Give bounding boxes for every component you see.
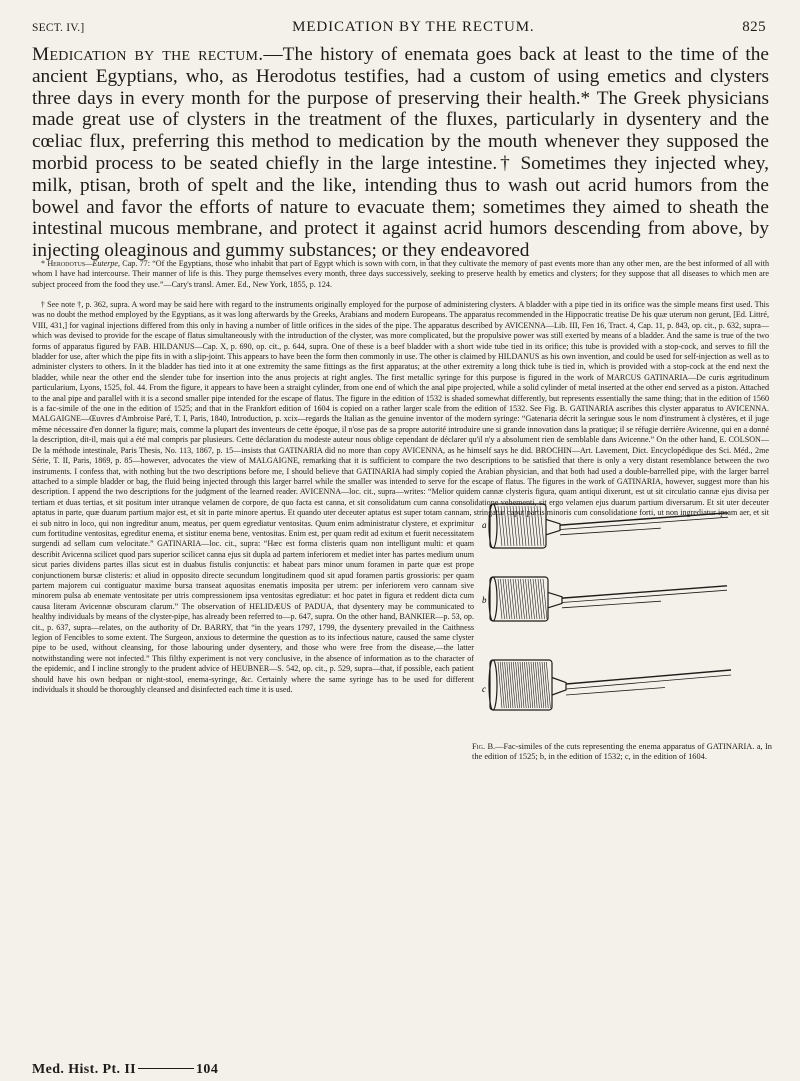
footnote-text: , Cap. 77: “Of the Egyptians, those who inhabit that part of Egypt which is sown with corn, in that they cultivate the memory of past events more than any other men, are the best informed of all with whom I have had intercourse. Their manner of life is this. They purge themselves every month, three days successively, seeking to preserve health by emetics and clysters; for they suppose that all diseases to which men are subject proceed from the food they use.”—Cary's transl. Amer. Ed., New York, 1855, p. 124. [32, 259, 769, 289]
footnote-herodotus: * Herodotus—Euterpe, Cap. 77: “Of the Egyptians, those who inhabit that part of Egypt which is sown with corn, in that they cultivate the memory of past events more than any other men, are the best informed of all with whom I have had intercourse. Their manner of life is this. They purge themselves every month, three days successively, seeking to preserve health by emetics and clysters; for they suppose that all diseases to which men are subject proceed from the food they use.”—Cary's transl. Amer. Ed., New York, 1855, p. 124. [32, 259, 769, 289]
syringe-stroke-48 [498, 662, 502, 708]
figure-caption-label: Fig. B. [472, 742, 496, 751]
page-number: 825 [742, 19, 766, 35]
syringe-stroke-55 [513, 662, 517, 708]
figure-b-enema-apparatus [472, 482, 772, 782]
syringe-stroke-17 [546, 519, 560, 534]
syringe-stroke-74 [566, 688, 665, 696]
syringe-stroke-67 [540, 662, 544, 708]
syringe-stroke-60 [524, 662, 528, 708]
figure-caption-text: —Fac-similes of the cuts representing the enema apparatus of GATINARIA. a, In the edition of 1525; b, in the edition of 1532; c, in the edition of 1604. [472, 742, 772, 762]
syringe-stroke-65 [535, 662, 539, 708]
figure-label-b: b [482, 595, 487, 605]
figure-label-c: c [482, 684, 486, 694]
signature-line [32, 1062, 432, 1078]
syringe-stroke-66 [538, 662, 542, 708]
syringe-stroke-50 [502, 662, 506, 708]
syringe-stroke-64 [533, 662, 537, 708]
figure-caption [472, 742, 772, 763]
footnote-long-text: † See note †, p. 362, supra. A word may be said here with regard to the instruments originally employed for the purpose of administering clysters. A bladder with a pipe tied in its orifice was the simple means first used. This was no doubt the method employed by the Egyptians, as it was long afterwards by the Greeks, Arabians and modern Europeans. The apparatus recommended in the Hippocratic treatise De his quæ uterum non gerunt, [Ed. Littré, VIII, 431,] for vaginal injections differed from this only in having a number of little orifices in the sides of the pipe. The apparatus described by AVICENNA—Lib. III, Fen 16, Tract. 4, Cap. 11, p. 843, op. cit., p. 632, supra—which was devised to provide for the escape of flatus simultaneously with the introduction of the clyster, was more complicated, but the propulsive power was still exerted by means of a bladder. And the same is true of the two forms of apparatus figured by FAB. HILDANUS—Cap. X, p. 690, op. cit., p. 644, supra. One of these is a beef bladder with a short wide tube tied in its orifice; this tube is provided with a stop-cock, and serves to fill the bladder for use, after which the pipe fits in with a slip-joint. This appears to have been the form then commonly in use. The other is claimed by HILDANUS as his own invention, and could be used for self-injection as well as to administer clysters to others. In it the bladder has tied into it at one extremity the same fittings as the first apparatus; at the other extremity a long thick tube is tied in, which is provided with a stop-cock at the end next the bladder, while near the other end the slender tube for insertion into the anus projects at right angles. The first metallic syringe for this purpose is figured in the work of MARCUS GATINARIA—De curis ægritudinum particularium, Lyons, 1525, fol. 44. From the figure, it appears to have been a straight cylinder, from one end of which the anal pipe projected, while a solid cylinder of metal inserted at the other end served as a piston. Attached to the anal pipe and parallel with it is a second smaller pipe intended for the escape of flatus. The figure in the edition of 1532 is shaded somewhat differently, but represents essentially the same thing; that in the edition of 1560 is a fac-simile of the one in the edition of 1525; and that in the Frankfort edition of 1604 is copied on a rather larger scale from the edition of 1532. See Fig. B. GATINARIA ascribes this clyster apparatus to AVICENNA. MALGAIGNE—Œuvres d'Ambroise Paré, T. I, Paris, 1840, Introduction, p. xcix—regards the Italian as the genuine inventor of the modern syringe: “Gatenaria décrit la seringue sous le nom d'instrument à clystères, et il juge même nécessaire d'en donner la figure; mais, comme la plupart des inventeurs de cette époque, il n'ose pas de sa propre autorité introduire une si grande innovation dans la pratique; il se réfugie derrière Avicenne, qui en a donné la description, dit-il, mais qui a été mal compris par plusieurs. Cette déclaration du modeste auteur nous oblige cependant de déclarer qu'il n'y a absolument rien de semblable dans Avicenne.” On the other hand, E. COLSON—De la méthode intestinale, Paris Thesis, No. 113, 1867, p. 15—insists that GATINARIA did no more than copy AVICENNA, as he himself says he did. BROCHIN—Art. Lavement, Dict. Encyclopédique des Sci. Méd., 2me Série, T. II, Paris, 1869, p. 85—however, advocates the view of MALGAIGNE, remarking that it is sufficient to compare the two descriptions to be satisfied that there is only a very distant resemblance between the two instruments. I confess that, with nothing but the two descriptions before me, I should believe that GATINARIA had simply copied the Arabian physician, and that both had used a double-barrelled pipe, with the larger barrel attached to a simple bladder or bag, the fluid being injected through this larger barrel while the smaller was intended to serve for the escape of flatus. The figures in the work of GATINARIA, however, suggest more than his description. I append the two descriptions for the judgment of the learned reader. AVICENNA—loc. cit., supra—writes: “Melior quidem cannæ clysteris figura, quam antiqui dixerunt, est ut sit circulatio cannæ ejus divisa per tertiam et duas tertias, et sit positum inter utranque velamen de corpore, de quo facta est canna, et sit consolidatum cum canna consolidatione vehementi, sit ergo velamen ejus duarum partium diversarum. Et sit uter deceuter aptatus in parte, quæ duarum partium major est, et sit in parte minore apertus. Et quando uter deceuter aptatus est super totam cannam, stringatur caput partis minoris cum consolidatione forti, ut non ingrediatur ipsam aer, et sit ei sub nitro in loco, qui non ingreditur anum, meatus, per quem egrediatur ventositas. Quum enim administratur clystere, et exprimitur cum fortitudine ventositas, egreditur enema, et sistitur enema bene, ventositas. Enim est, per quam redit ad exitum et fuerit necessitatem surgendi ad sellam cum velocitate.” GATINARIA—loc. cit., supra: “Hæc est forma clisteris quam non intelligunt multi: et quam describit Avicenna scilicet quod pars superior scilicet canna ejus sit dupla ad partem inferiorem et mediet inter has partes medium unum sicut paries dividens partes illas sicut est in duabus fistulis conjunctis: et habeat pars minor unum foramen in parte quæ est prope conjunctionem bursæ clisteris: et aliud in opposito directe secundum longitudinem quod sit apud foramen partis grossioris: per quam partem majorem cui contiguatur maxime bursa transeat aquositas enematis imposita per utrem: per inferiorem vero cannam sive minorem pulsa ab enemate ventositate per utris compressionem ipsa ventositas egrediatur: et hoc patet in figura et reddent dicta cum causa literam Avicennæ obscuram clarum.” The observation of HELIDÆUS of PADUA, that dysentery may be communicated to healthy individuals by means of the clyster-pipe, has already been referred to—p. 647, supra. On the other hand, BANKIER—p. 53, op. cit., p. 637, supra—relates, on the authority of Dr. BARRY, that “in the years 1797, 1799, the dysentery prevailed in the Caithness legion of Fencibles to some extent. The Surgeon, anxious to determine the question as to its infectious nature, caused the same clyster pipe to be used, without cleansing, for those labouring under dysentery, and those who were free from the disease,—the latter notwithstanding were not infected.” This filthy experiment is not very conclusive, in the absence of information as to the character of the epidemic, and I incline strongly to the prudent advice of HEUBNER—S. 542, op. cit., p. 529, supra—that, if possible, each patient should have his own bedpan or night-stool, enema-syringe, &c. Certainly where the same syringe has to be used for different individuals it should be thoroughly cleansed and disinfected each time it is used. [32, 300, 770, 695]
syringe-stroke-54 [511, 662, 515, 708]
syringe-stroke-56 [516, 662, 520, 708]
syringe-stroke-49 [500, 662, 504, 708]
syringe-stroke-53 [509, 662, 513, 708]
syringe-stroke-68 [542, 662, 546, 708]
syringe-stroke-20 [560, 528, 661, 535]
signature-number: 104 [196, 1062, 219, 1077]
main-paragraph [32, 44, 769, 262]
syringe-stroke-62 [529, 662, 533, 708]
syringe-stroke-51 [505, 662, 509, 708]
syringe-stroke-52 [507, 662, 511, 708]
figure-label-a: a [482, 520, 487, 530]
syringe-stroke-58 [520, 662, 524, 708]
syringe-stroke-70 [546, 662, 550, 708]
running-head [32, 19, 766, 37]
section-label: SECT. IV.] [32, 22, 85, 34]
footnote-author: Herodotus [47, 259, 86, 268]
syringe-stroke-45 [562, 601, 661, 608]
syringe-stroke-57 [518, 662, 522, 708]
paragraph-lead: Medication by the rectum. [32, 44, 264, 65]
syringe-stroke-59 [522, 662, 526, 708]
syringe-stroke-71 [552, 678, 566, 696]
syringe-stroke-63 [531, 662, 535, 708]
syringe-stroke-69 [544, 662, 548, 708]
syringe-stroke-42 [548, 592, 562, 607]
paragraph-body: —The history of enemata goes back at least to the time of the ancient Egyptians, who, as Herodotus testifies, had a custom of using emetics and clysters three days in every month for the purpose of preserving their health.* The Greek physicians made great use of clysters in the treatment of the fluxes, particularly in dysentery and the cœliac flux, preferring this method to medication by the mouth whenever they supposed the morbid process to be seated chiefly in the large intestine.† Sometimes they injected whey, milk, ptisan, broth of spelt and the like, intending thus to wash out acrid humors from the bowel and favor the efforts of nature to evacuate them; sometimes they aimed to sheath the intestinal mucous membrane, and protect it against acrid humors descending from above, by injecting oleaginous and gummy substances; or they endeavored [32, 44, 769, 262]
footnote-work: —Euterpe [85, 259, 119, 268]
chapter-title: MEDICATION BY THE RECTUM. [292, 19, 535, 35]
signature-left: Med. Hist. Pt. II [32, 1062, 137, 1077]
syringe-stroke-61 [527, 662, 531, 708]
